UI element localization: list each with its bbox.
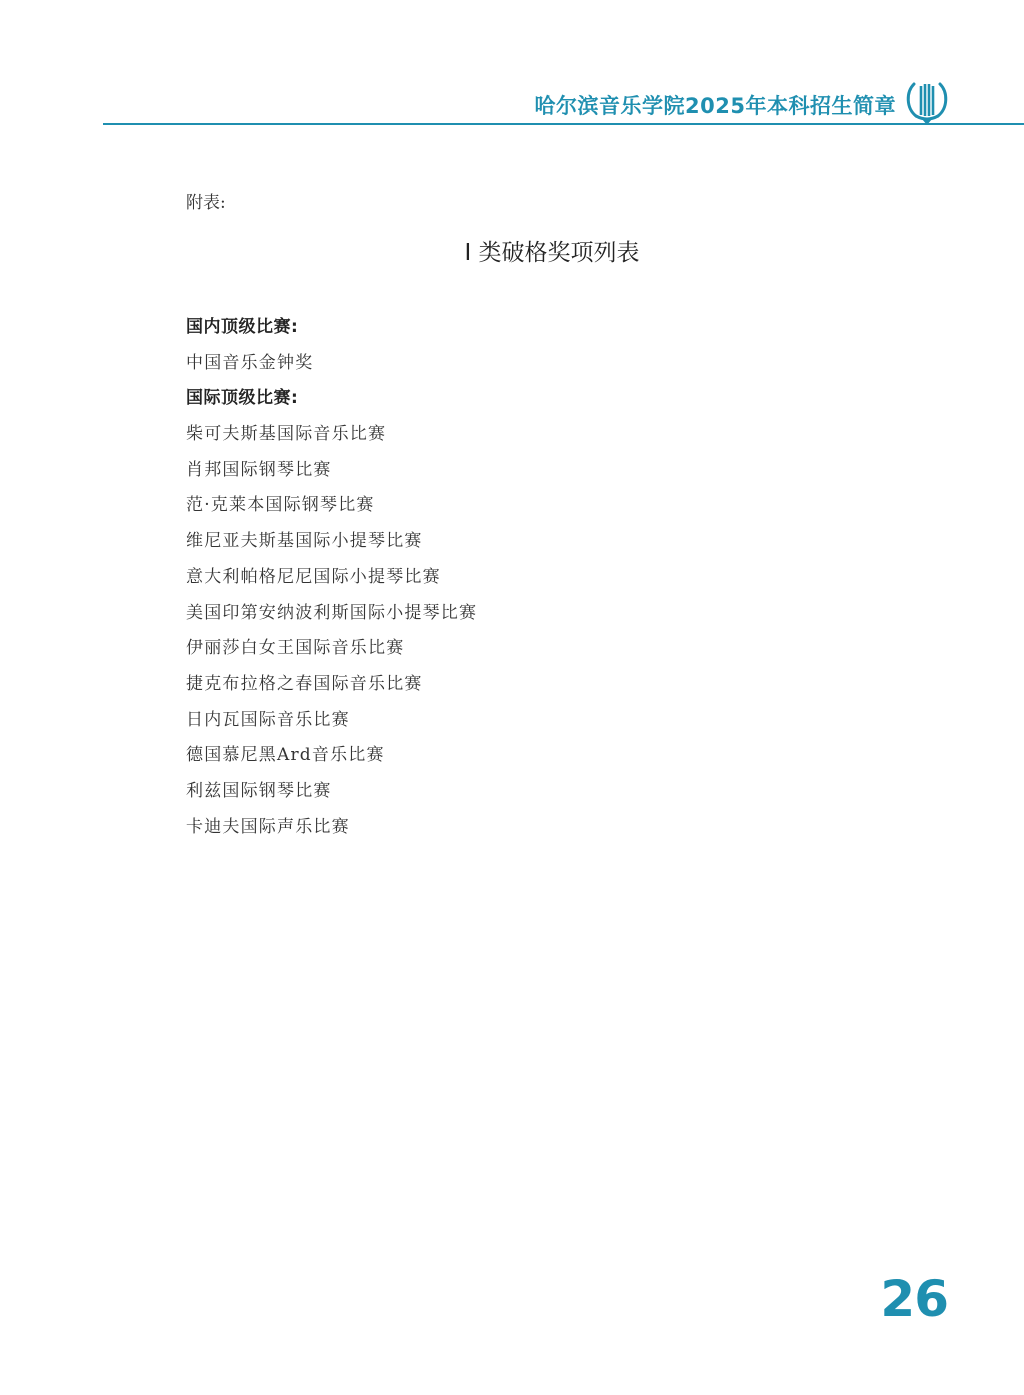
list-item: 德国慕尼黑Ard音乐比赛 [186,745,385,766]
international-heading: 国际顶级比赛: [186,388,299,409]
list-item: 意大利帕格尼尼国际小提琴比赛 [186,566,441,587]
annex-label: 附表: [186,193,226,213]
list-item: 捷克布拉格之春国际音乐比赛 [186,673,423,694]
list-item: 柴可夫斯基国际音乐比赛 [186,424,387,445]
list-item: 卡迪夫国际声乐比赛 [186,816,350,837]
list-item: 肖邦国际钢琴比赛 [186,459,332,480]
domestic-heading: 国内顶级比赛: [186,317,299,337]
list-item: 中国音乐金钟奖 [186,352,314,373]
list-title: Ⅰ 类破格奖项列表 [464,240,640,266]
page-header [0,0,1024,130]
list-item: 范·克莱本国际钢琴比赛 [186,495,375,516]
list-item: 日内瓦国际音乐比赛 [186,709,350,730]
list-item: 利兹国际钢琴比赛 [186,780,332,801]
lyre-logo-icon [904,78,950,126]
page-number: 26 [880,1270,948,1328]
list-item: 伊丽莎白女王国际音乐比赛 [186,638,405,659]
list-item: 美国印第安纳波利斯国际小提琴比赛 [186,602,478,623]
header-title: 哈尔滨音乐学院2025年本科招生简章 [534,94,896,118]
list-item: 维尼亚夫斯基国际小提琴比赛 [186,531,423,552]
header-rule [103,123,1024,125]
award-list [186,312,886,847]
